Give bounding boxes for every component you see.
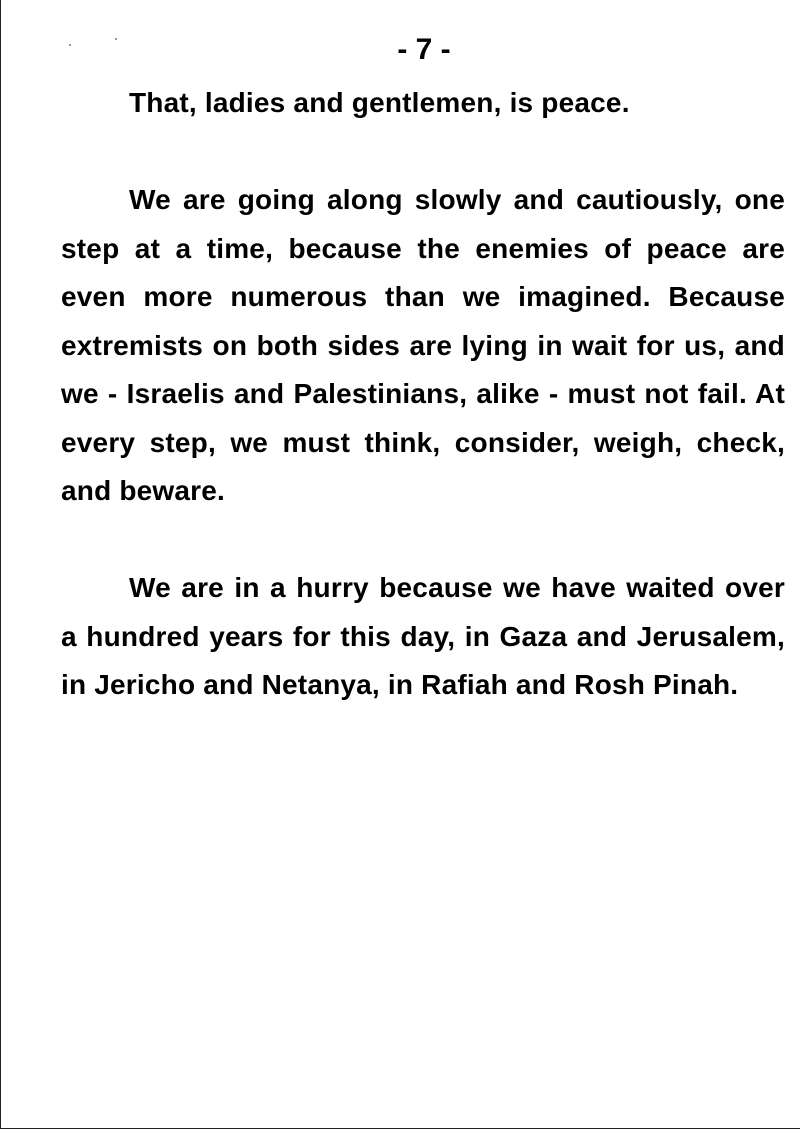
paragraph-1: That, ladies and gentlemen, is peace. — [129, 87, 630, 118]
paragraph-2: We are going along slowly and cautiously, one step at a time, because the enemies of peace are even more numerous than we imagined. Because extremists on both sides are lying in wait for us, and we - Israelis and Palestinians, alike - must not fail. At every step, we must think, consider, weigh, check, and beware. — [61, 184, 785, 506]
page-number: - 7 - — [397, 33, 451, 66]
paragraph-3: We are in a hurry because we have waited over a hundred years for this day, in Gaza and Jerusalem, in Jericho and Netanya, in Rafiah and Rosh Pinah. — [61, 572, 785, 700]
document-body — [61, 79, 785, 710]
